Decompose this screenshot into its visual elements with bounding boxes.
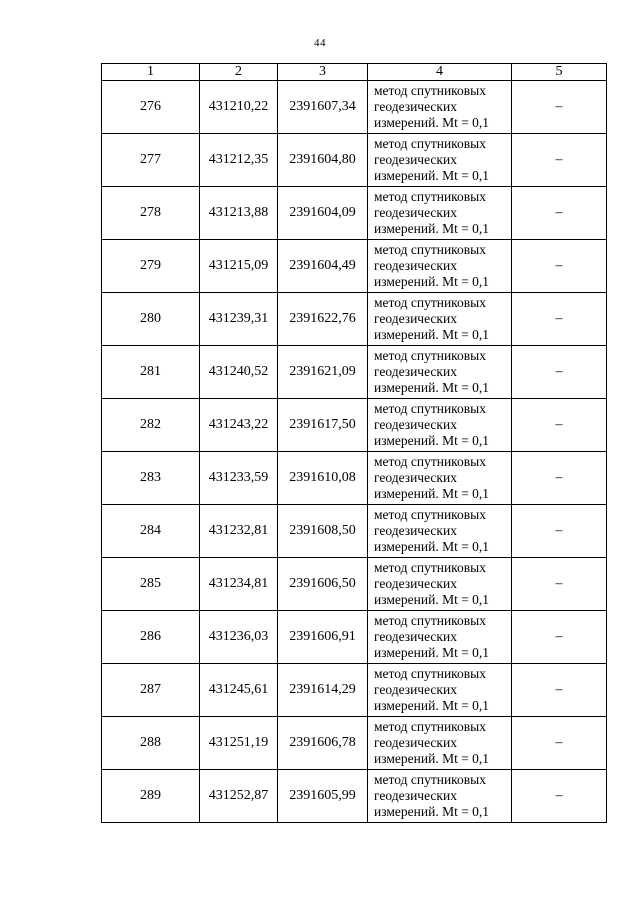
point-number-cell: 283: [102, 452, 200, 505]
note-cell: –: [512, 240, 607, 293]
point-number-cell: 279: [102, 240, 200, 293]
column-header: 2: [200, 64, 278, 81]
table-row: [102, 346, 607, 399]
y-coordinate-cell: 2391606,91: [278, 611, 368, 664]
method-cell: [368, 558, 512, 611]
table-row: [102, 717, 607, 770]
table-row: [102, 240, 607, 293]
x-coordinate-cell: 431234,81: [200, 558, 278, 611]
point-number-cell: 280: [102, 293, 200, 346]
method-cell: [368, 664, 512, 717]
table-row: [102, 81, 607, 134]
x-coordinate-cell: 431212,35: [200, 134, 278, 187]
note-cell: –: [512, 187, 607, 240]
table-row: [102, 558, 607, 611]
y-coordinate-cell: 2391621,09: [278, 346, 368, 399]
method-text-line: измерений. Mt = 0,1: [374, 751, 490, 766]
method-text-line: геодезических: [374, 682, 457, 697]
point-number-cell: 278: [102, 187, 200, 240]
x-coordinate-cell: 431215,09: [200, 240, 278, 293]
method-text-line: измерений. Mt = 0,1: [374, 327, 490, 342]
method-text-line: метод спутниковых: [374, 189, 486, 204]
method-text-line: измерений. Mt = 0,1: [374, 274, 490, 289]
y-coordinate-cell: 2391607,34: [278, 81, 368, 134]
method-text-line: геодезических: [374, 470, 457, 485]
table-row: [102, 452, 607, 505]
method-text-line: метод спутниковых: [374, 454, 486, 469]
method-cell: [368, 399, 512, 452]
x-coordinate-cell: 431239,31: [200, 293, 278, 346]
note-cell: –: [512, 346, 607, 399]
method-text-line: геодезических: [374, 205, 457, 220]
method-text-line: геодезических: [374, 152, 457, 167]
method-text-line: метод спутниковых: [374, 719, 486, 734]
method-cell: [368, 611, 512, 664]
y-coordinate-cell: 2391614,29: [278, 664, 368, 717]
method-cell: [368, 187, 512, 240]
method-cell: [368, 81, 512, 134]
point-number-cell: 286: [102, 611, 200, 664]
page-number: 44: [314, 37, 326, 49]
method-text-line: измерений. Mt = 0,1: [374, 221, 490, 236]
note-cell: –: [512, 770, 607, 823]
table-row: [102, 187, 607, 240]
method-text-line: измерений. Mt = 0,1: [374, 380, 490, 395]
table-row: [102, 293, 607, 346]
y-coordinate-cell: 2391604,80: [278, 134, 368, 187]
x-coordinate-cell: 431210,22: [200, 81, 278, 134]
method-text-line: геодезических: [374, 417, 457, 432]
point-number-cell: 285: [102, 558, 200, 611]
method-text-line: геодезических: [374, 99, 457, 114]
method-text-line: метод спутниковых: [374, 507, 486, 522]
method-cell: [368, 293, 512, 346]
x-coordinate-cell: 431233,59: [200, 452, 278, 505]
point-number-cell: 282: [102, 399, 200, 452]
y-coordinate-cell: 2391604,49: [278, 240, 368, 293]
method-cell: [368, 452, 512, 505]
method-text-line: измерений. Mt = 0,1: [374, 645, 490, 660]
note-cell: –: [512, 293, 607, 346]
point-number-cell: 277: [102, 134, 200, 187]
method-text-line: измерений. Mt = 0,1: [374, 592, 490, 607]
method-text-line: метод спутниковых: [374, 401, 486, 416]
method-text-line: метод спутниковых: [374, 666, 486, 681]
note-cell: –: [512, 558, 607, 611]
method-text-line: измерений. Mt = 0,1: [374, 804, 490, 819]
point-number-cell: 289: [102, 770, 200, 823]
method-cell: [368, 134, 512, 187]
x-coordinate-cell: 431251,19: [200, 717, 278, 770]
method-text-line: геодезических: [374, 311, 457, 326]
y-coordinate-cell: 2391605,99: [278, 770, 368, 823]
method-text-line: измерений. Mt = 0,1: [374, 433, 490, 448]
note-cell: –: [512, 664, 607, 717]
note-cell: –: [512, 399, 607, 452]
point-number-cell: 281: [102, 346, 200, 399]
x-coordinate-cell: 431232,81: [200, 505, 278, 558]
y-coordinate-cell: 2391606,50: [278, 558, 368, 611]
method-text-line: геодезических: [374, 629, 457, 644]
method-text-line: метод спутниковых: [374, 295, 486, 310]
table-row: [102, 505, 607, 558]
coordinates-table: [101, 63, 607, 823]
x-coordinate-cell: 431240,52: [200, 346, 278, 399]
x-coordinate-cell: 431236,03: [200, 611, 278, 664]
method-text-line: метод спутниковых: [374, 136, 486, 151]
column-header: 1: [102, 64, 200, 81]
method-cell: [368, 770, 512, 823]
column-header: 4: [368, 64, 512, 81]
method-text-line: метод спутниковых: [374, 560, 486, 575]
table-body: [102, 81, 607, 823]
method-text-line: геодезических: [374, 258, 457, 273]
y-coordinate-cell: 2391608,50: [278, 505, 368, 558]
y-coordinate-cell: 2391604,09: [278, 187, 368, 240]
method-text-line: геодезических: [374, 576, 457, 591]
method-text-line: измерений. Mt = 0,1: [374, 115, 490, 130]
method-text-line: измерений. Mt = 0,1: [374, 698, 490, 713]
note-cell: –: [512, 81, 607, 134]
table-row: [102, 664, 607, 717]
x-coordinate-cell: 431243,22: [200, 399, 278, 452]
table-row: [102, 611, 607, 664]
x-coordinate-cell: 431213,88: [200, 187, 278, 240]
method-text-line: геодезических: [374, 735, 457, 750]
method-cell: [368, 717, 512, 770]
column-header: 5: [512, 64, 607, 81]
y-coordinate-cell: 2391610,08: [278, 452, 368, 505]
x-coordinate-cell: 431245,61: [200, 664, 278, 717]
method-text-line: метод спутниковых: [374, 772, 486, 787]
method-cell: [368, 240, 512, 293]
note-cell: –: [512, 452, 607, 505]
method-text-line: измерений. Mt = 0,1: [374, 539, 490, 554]
method-text-line: метод спутниковых: [374, 83, 486, 98]
method-text-line: геодезических: [374, 523, 457, 538]
point-number-cell: 284: [102, 505, 200, 558]
note-cell: –: [512, 611, 607, 664]
method-cell: [368, 505, 512, 558]
y-coordinate-cell: 2391617,50: [278, 399, 368, 452]
note-cell: –: [512, 717, 607, 770]
method-text-line: измерений. Mt = 0,1: [374, 486, 490, 501]
table-header-row: [102, 64, 607, 81]
method-text-line: измерений. Mt = 0,1: [374, 168, 490, 183]
table-row: [102, 134, 607, 187]
method-cell: [368, 346, 512, 399]
method-text-line: метод спутниковых: [374, 613, 486, 628]
y-coordinate-cell: 2391606,78: [278, 717, 368, 770]
column-header: 3: [278, 64, 368, 81]
note-cell: –: [512, 134, 607, 187]
point-number-cell: 276: [102, 81, 200, 134]
method-text-line: геодезических: [374, 364, 457, 379]
x-coordinate-cell: 431252,87: [200, 770, 278, 823]
point-number-cell: 287: [102, 664, 200, 717]
point-number-cell: 288: [102, 717, 200, 770]
table-row: [102, 399, 607, 452]
method-text-line: метод спутниковых: [374, 348, 486, 363]
table-row: [102, 770, 607, 823]
y-coordinate-cell: 2391622,76: [278, 293, 368, 346]
method-text-line: геодезических: [374, 788, 457, 803]
method-text-line: метод спутниковых: [374, 242, 486, 257]
note-cell: –: [512, 505, 607, 558]
